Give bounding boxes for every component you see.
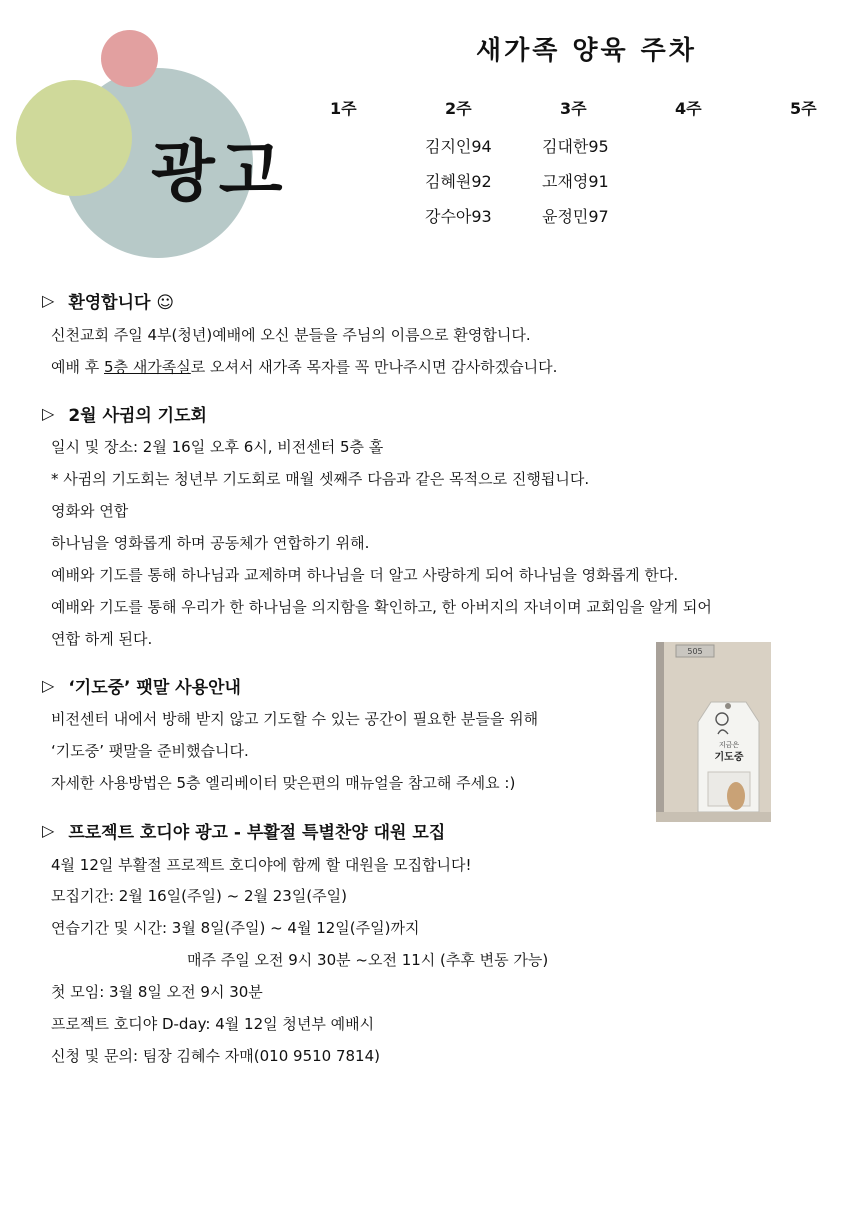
hodiya-line: 신청 및 문의: 팀장 김혜수 자매(010 9510 7814) xyxy=(51,1047,380,1065)
sign-main-text: 기도중 xyxy=(714,752,744,763)
section-heading-prayer-sign xyxy=(42,673,241,698)
week-header-3: 3주 xyxy=(560,99,587,118)
prayer-sign-photo xyxy=(656,642,771,822)
section-heading-text: 환영합니다 ☺ xyxy=(68,293,175,313)
prayer-line: 예배와 기도를 통해 하나님과 교제하며 하나님을 더 알고 사랑하게 되어 하나님을 영화롭게 한다. xyxy=(51,566,679,584)
week-header-1: 1주 xyxy=(330,99,357,118)
room-number-label: 505 xyxy=(687,647,703,656)
triangle-bullet-icon: ▷ xyxy=(42,404,55,423)
prayer-line: * 사귐의 기도회는 청년부 기도회로 매월 셋째주 다음과 같은 목적으로 진행됩니다. xyxy=(51,470,590,488)
triangle-bullet-icon: ▷ xyxy=(42,821,55,840)
section-heading-text: 프로젝트 호디야 광고 - 부활절 특별찬양 대원 모집 xyxy=(68,823,446,843)
prayer-line: 영화와 연합 xyxy=(51,502,129,520)
triangle-bullet-icon: ▷ xyxy=(42,291,55,310)
prayer-line: 연합 하게 된다. xyxy=(51,630,153,648)
sign-line: ‘기도중’ 팻말을 준비했습니다. xyxy=(51,742,249,760)
sign-line: 자세한 사용방법은 5층 엘리베이터 맞은편의 매뉴얼을 참고해 주세요 :) xyxy=(51,774,516,792)
welcome-line-2 xyxy=(51,356,557,377)
welcome-text: 로 오셔서 새가족 목자를 꼭 만나주시면 감사하겠습니다. xyxy=(190,358,558,376)
week-table-title: 새가족 양육 주차 xyxy=(476,36,697,66)
week-header-5: 5주 xyxy=(790,99,817,118)
section-heading-hodiya xyxy=(42,818,445,843)
section-heading-text: 2월 사귐의 기도회 xyxy=(68,406,207,426)
prayer-sign-image xyxy=(656,642,771,822)
welcome-line: 신천교회 주일 4부(청년)예배에 오신 분들을 주님의 이름으로 환영합니다. xyxy=(51,326,531,344)
prayer-line: 일시 및 장소: 2월 16일 오후 6시, 비전센터 5층 홀 xyxy=(51,438,384,456)
new-family-room-link: 5층 새가족실 xyxy=(104,358,191,376)
week-header-4: 4주 xyxy=(675,99,702,118)
section-heading-prayer-meeting xyxy=(42,401,207,426)
triangle-bullet-icon: ▷ xyxy=(42,676,55,695)
decor-circle-pink xyxy=(101,30,158,87)
prayer-line: 예배와 기도를 통해 우리가 한 하나님을 의지함을 확인하고, 한 아버지의 자녀이며 교회임을 알게 되어 xyxy=(51,598,712,616)
section-heading-text: ‘기도중’ 팻말 사용안내 xyxy=(68,678,241,698)
hodiya-line: 연습기간 및 시간: 3월 8일(주일) ~ 4월 12일(주일)까지 xyxy=(51,919,420,937)
hodiya-line: 프로젝트 호디야 D-day: 4월 12일 청년부 예배시 xyxy=(51,1015,375,1033)
hodiya-line: 4월 12일 부활절 프로젝트 호디야에 함께 할 대원을 모집합니다! xyxy=(51,856,472,874)
welcome-text: 예배 후 xyxy=(51,358,105,376)
sign-line: 비전센터 내에서 방해 받지 않고 기도할 수 있는 공간이 필요한 분들을 위해 xyxy=(51,710,539,728)
week2-name: 김지인94 xyxy=(425,137,492,156)
week3-name: 고재영91 xyxy=(542,172,609,191)
week2-name: 강수아93 xyxy=(425,207,492,226)
page-title: 광고 xyxy=(151,133,287,210)
hodiya-line: 첫 모임: 3월 8일 오전 9시 30분 xyxy=(51,983,263,1001)
week2-name: 김혜원92 xyxy=(425,172,492,191)
prayer-line: 하나님을 영화롭게 하며 공동체가 연합하기 위해. xyxy=(51,534,370,552)
week3-name: 윤정민97 xyxy=(542,207,609,226)
week-header-2: 2주 xyxy=(445,99,472,118)
week3-name: 김대한95 xyxy=(542,137,609,156)
decor-circle-green xyxy=(16,80,132,196)
hodiya-line: 모집기간: 2월 16일(주일) ~ 2월 23일(주일) xyxy=(51,887,348,905)
section-heading-welcome xyxy=(42,288,174,313)
sign-small-text: 지금은 xyxy=(718,741,740,749)
hodiya-line: 매주 주일 오전 9시 30분 ~오전 11시 (추후 변동 가능) xyxy=(187,951,549,969)
